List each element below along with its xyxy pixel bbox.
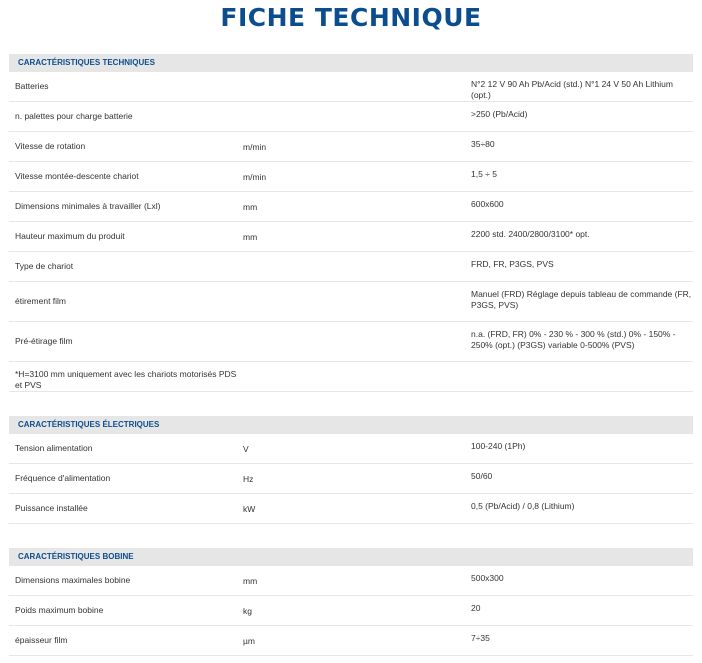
table-row <box>9 434 693 464</box>
row-label: Type de chariot <box>15 261 74 271</box>
row-unit <box>237 322 465 361</box>
row-value: 600x600 <box>471 199 504 209</box>
table-row <box>9 102 693 132</box>
row-unit <box>237 72 465 101</box>
table-row <box>9 494 693 524</box>
row-unit: kW <box>243 503 256 514</box>
row-label: Fréquence d'alimentation <box>15 473 111 483</box>
row-value: FRD, FR, P3GS, PVS <box>471 259 554 269</box>
row-unit: kg <box>243 605 252 616</box>
row-unit: mm <box>243 201 258 212</box>
row-value <box>465 362 693 391</box>
row-label: Vitesse de rotation <box>15 141 86 151</box>
row-unit: V <box>243 443 249 454</box>
row-value: 20 <box>471 603 481 613</box>
table-row <box>9 222 693 252</box>
row-label: Vitesse montée-descente chariot <box>15 171 139 181</box>
table-row <box>9 282 693 322</box>
table-row <box>9 322 693 362</box>
row-label: Poids maximum bobine <box>15 605 104 615</box>
row-unit <box>237 282 465 321</box>
row-unit <box>237 252 465 281</box>
row-unit <box>237 362 465 391</box>
table-row <box>9 252 693 282</box>
row-value: Manuel (FRD) Réglage depuis tableau de commande (FR, P3GS, PVS) <box>471 289 692 310</box>
row-unit: mm <box>243 231 258 242</box>
row-value: 2200 std. 2400/2800/3100* opt. <box>471 229 590 239</box>
table-row <box>9 192 693 222</box>
table-row <box>9 566 693 596</box>
table-row-note <box>9 362 693 392</box>
row-value: N°2 12 V 90 Ah Pb/Acid (std.) N°1 24 V 50 Ah Lithium (opt.) <box>471 79 673 100</box>
row-label: épaisseur film <box>15 635 68 645</box>
row-label: Dimensions maximales bobine <box>15 575 131 585</box>
row-value: 50/60 <box>471 471 493 481</box>
section-header: CARACTÉRISTIQUES ÉLECTRIQUES <box>9 416 693 434</box>
row-label: n. palettes pour charge batterie <box>15 111 133 121</box>
row-label: Puissance installée <box>15 503 88 513</box>
table-row <box>9 162 693 192</box>
page-title: FICHE TECHNIQUE <box>220 3 482 32</box>
row-label: étirement film <box>15 296 67 306</box>
row-value: 100-240 (1Ph) <box>471 441 526 451</box>
table-row <box>9 72 693 102</box>
row-unit: m/min <box>243 141 267 152</box>
row-value: 35÷80 <box>471 139 495 149</box>
row-value: 500x300 <box>471 573 504 583</box>
section-technical <box>9 54 693 392</box>
footnote-label: *H=3100 mm uniquement avec les chariots motorisés PDS et PVS <box>15 369 237 390</box>
table-row <box>9 132 693 162</box>
row-value: n.a. (FRD, FR) 0% - 230 % - 300 % (std.) 0% - 150% - 250% (opt.) (P3GS) variable 0-500% (PVS) <box>471 329 676 350</box>
row-label: Hauteur maximum du produit <box>15 231 125 241</box>
row-label: Batteries <box>15 81 49 91</box>
row-unit: µm <box>243 635 255 646</box>
row-value: 0,5 (Pb/Acid) / 0,8 (Lithium) <box>471 501 575 511</box>
row-unit: m/min <box>243 171 267 182</box>
row-label: Tension alimentation <box>15 443 93 453</box>
section-electrical <box>9 416 693 524</box>
row-unit <box>237 102 465 131</box>
section-reel <box>9 548 693 656</box>
row-label: Dimensions minimales à travailler (Lxl) <box>15 201 161 211</box>
row-label: Pré-étirage film <box>15 336 73 346</box>
row-unit: Hz <box>243 473 254 484</box>
section-header: CARACTÉRISTIQUES BOBINE <box>9 548 693 566</box>
table-row <box>9 464 693 494</box>
row-value: 7÷35 <box>471 633 490 643</box>
row-unit: mm <box>243 575 258 586</box>
row-value: >250 (Pb/Acid) <box>471 109 528 119</box>
table-row <box>9 596 693 626</box>
section-header: CARACTÉRISTIQUES TECHNIQUES <box>9 54 693 72</box>
table-row <box>9 626 693 656</box>
row-value: 1,5 ÷ 5 <box>471 169 497 179</box>
